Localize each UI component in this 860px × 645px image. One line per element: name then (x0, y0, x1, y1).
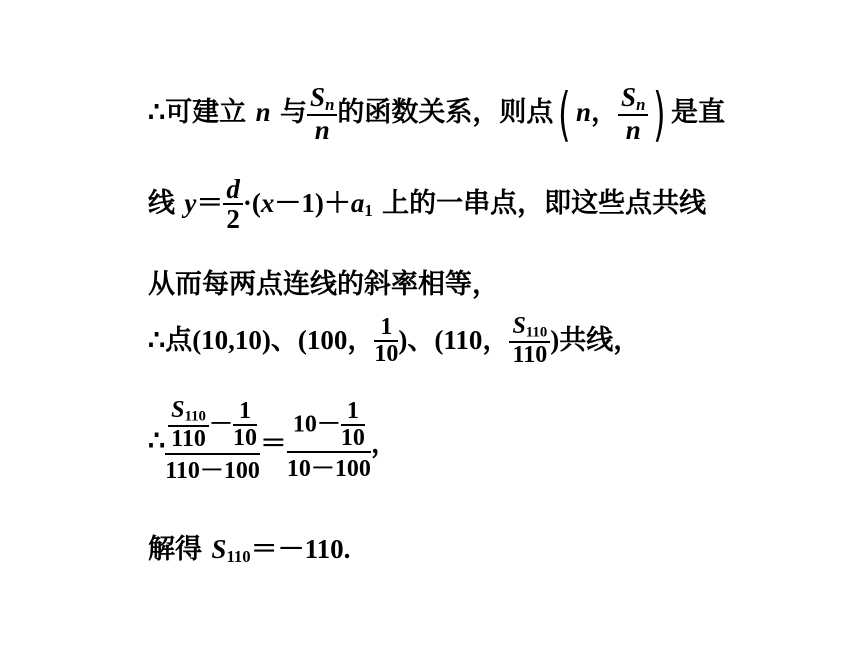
numerator: 1 (374, 315, 398, 342)
numerator: 1 (341, 399, 365, 426)
fraction-left (165, 398, 260, 484)
subscript: 1 (364, 201, 373, 221)
point: (100， (297, 324, 375, 355)
var-y: y (184, 187, 197, 218)
var-S: S (310, 82, 326, 112)
comma: ， (591, 97, 619, 129)
denominator: 10 (340, 425, 365, 452)
var-S: S (171, 397, 185, 423)
var-n: n (255, 97, 271, 128)
therefore-symbol: ∴ (148, 324, 166, 355)
equals: ＝ (196, 187, 224, 218)
denominator: 2 (226, 204, 240, 235)
text: ) (398, 324, 408, 355)
text: 是直 (671, 97, 726, 129)
fraction-s110-over-110 (168, 398, 209, 453)
separator: 、 (407, 324, 435, 356)
text: 从而每两点连线的斜率相等， (148, 269, 499, 300)
line-4 (148, 314, 640, 369)
point: (10,10) (192, 324, 271, 355)
line-5 (148, 398, 398, 484)
text: 与 (280, 97, 308, 129)
fraction-d-over-2 (223, 175, 243, 234)
fraction-sn-over-n (618, 83, 648, 144)
comma: ， (370, 428, 398, 459)
denominator: n (314, 114, 330, 145)
text: 共线， (559, 324, 641, 356)
right-numerator (287, 399, 371, 453)
subscript: n (636, 95, 646, 115)
left-paren: ( (558, 79, 571, 148)
var-x: x (260, 187, 275, 218)
denominator: n (625, 114, 641, 145)
var-n: n (576, 97, 592, 128)
separator: 、 (270, 324, 298, 356)
equals: ＝ (259, 428, 287, 459)
var-S: S (211, 534, 227, 564)
fraction-sn-over-n (307, 83, 337, 144)
left-denominator: 110－100 (165, 457, 260, 484)
numerator: d (223, 175, 243, 205)
text: 10－ (292, 411, 341, 438)
text: ·( (242, 187, 261, 218)
text: 解得 (148, 534, 202, 565)
numerator: 1 (233, 399, 257, 426)
text: 的函数关系，则点 (337, 97, 554, 129)
line-6 (148, 527, 350, 567)
text: 点 (165, 324, 193, 356)
text: 上的一串点，即这些点共线 (382, 187, 707, 219)
point: (110， (434, 324, 510, 355)
fraction-right (287, 399, 371, 483)
denominator: 10 (374, 341, 399, 368)
fraction-s110-over-110 (509, 314, 550, 369)
line-3 (148, 262, 499, 301)
var-a: a (350, 187, 365, 218)
minus: － (208, 411, 233, 438)
therefore-symbol: ∴ (148, 425, 166, 456)
text: ＝－110. (250, 534, 351, 564)
var-S: S (512, 313, 526, 339)
denominator: 110 (171, 426, 206, 453)
right-paren: ) (653, 79, 666, 148)
therefore-symbol: ∴ (148, 97, 166, 128)
text: 可建立 (165, 97, 247, 129)
denominator: 110 (512, 342, 548, 369)
subscript: 110 (184, 408, 206, 425)
left-numerator (165, 398, 260, 455)
line-1 (148, 79, 726, 148)
fraction-1-over-10 (233, 399, 257, 451)
var-S: S (621, 82, 637, 112)
fraction-1-over-10 (341, 399, 365, 451)
denominator: 10 (232, 425, 257, 452)
fraction-1-over-10 (374, 315, 398, 367)
right-denominator: 10－100 (286, 456, 371, 483)
line-2 (148, 175, 706, 234)
subscript: 110 (525, 324, 548, 341)
text: ) (550, 324, 560, 355)
subscript: 110 (226, 547, 251, 567)
text: 线 (148, 187, 175, 219)
subscript: n (325, 95, 335, 115)
text: －1)＋ (274, 187, 351, 218)
